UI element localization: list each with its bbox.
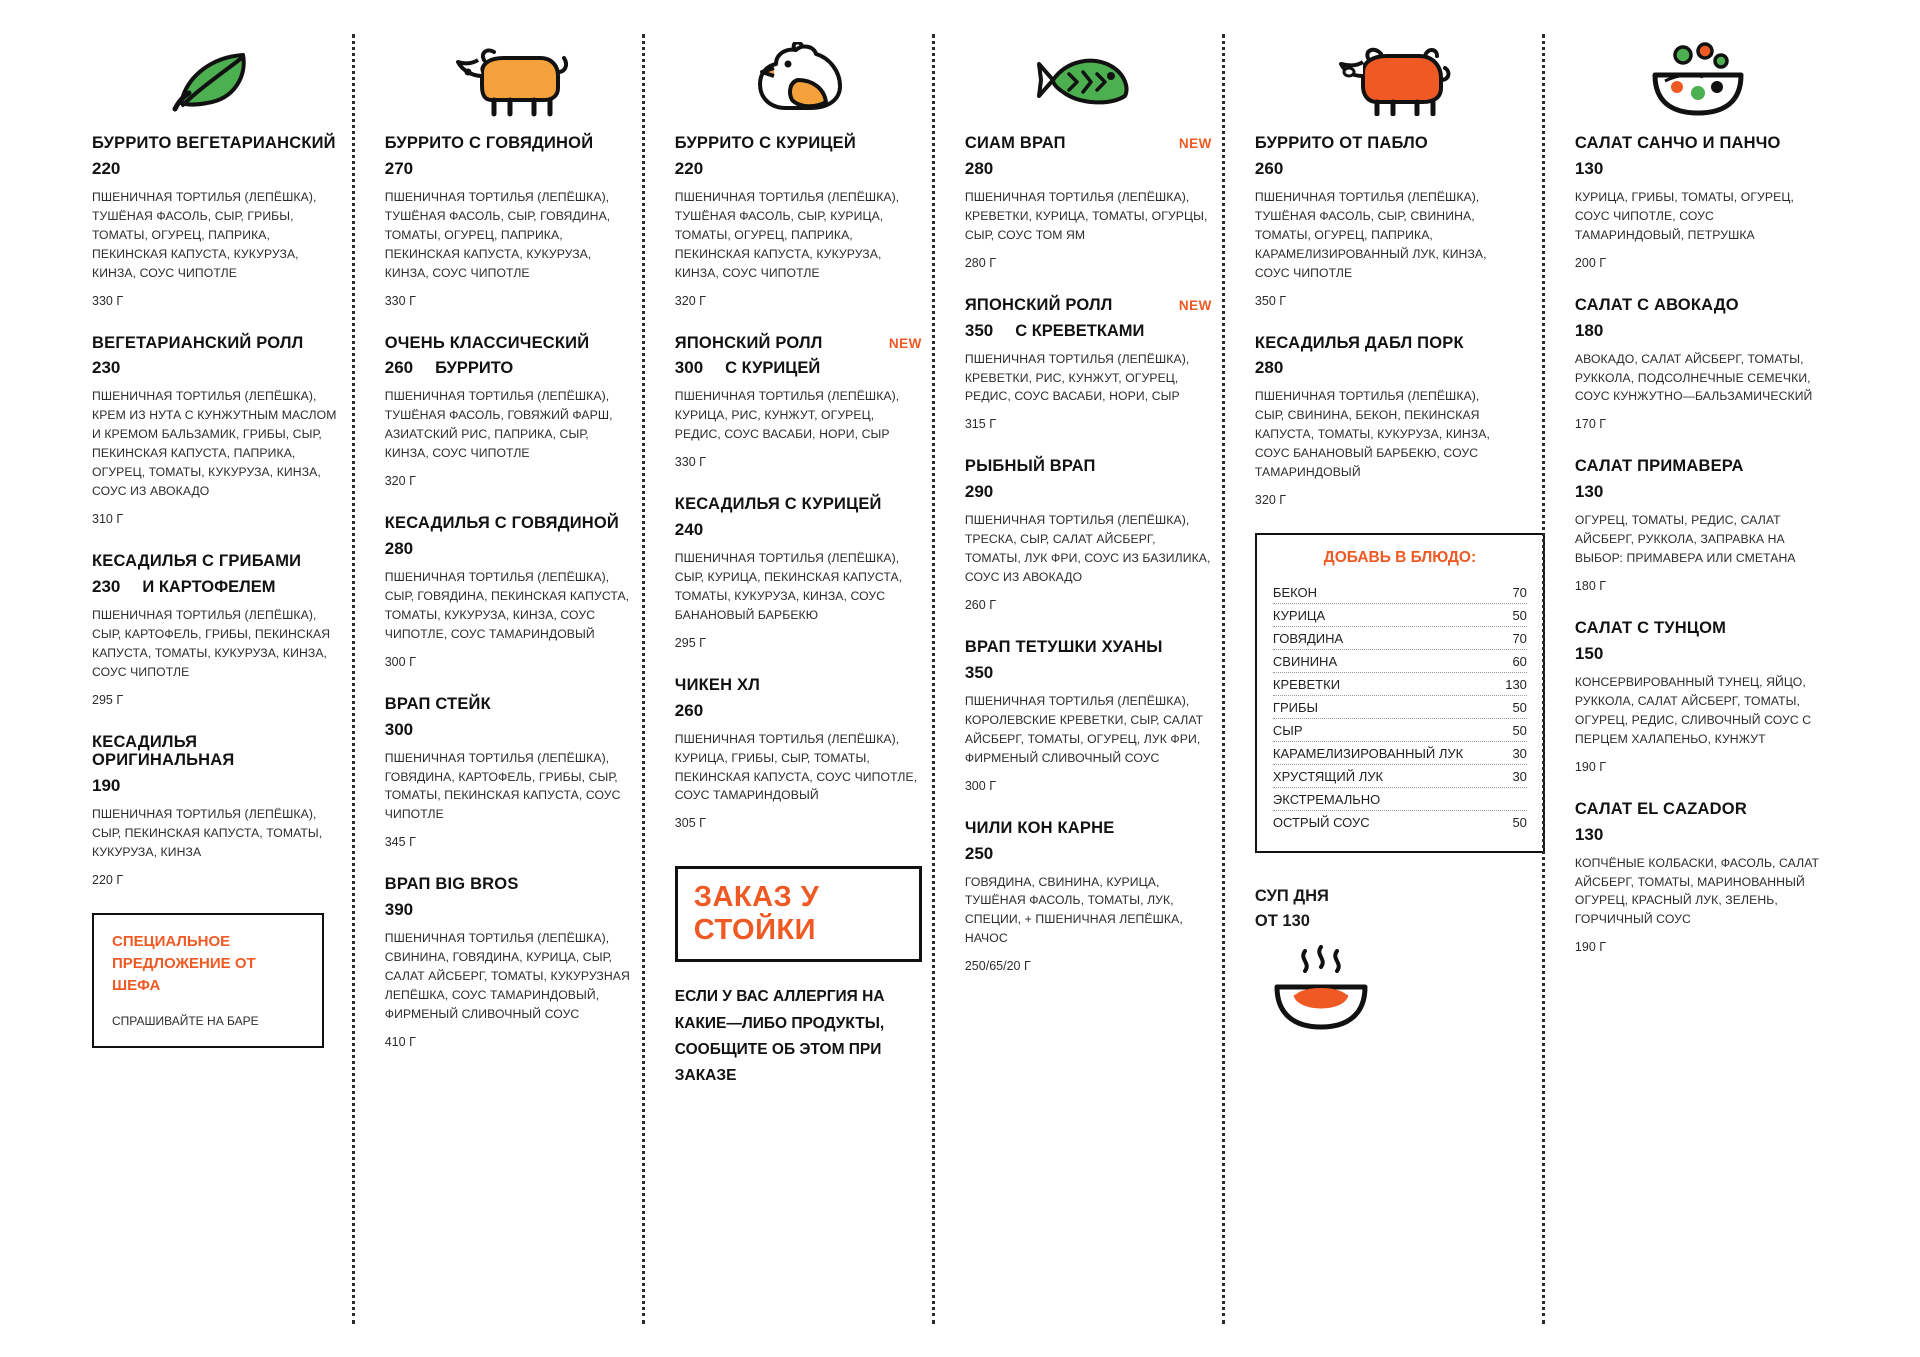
item-price: 350 — [964, 662, 994, 682]
item-description: ПШЕНИЧНАЯ ТОРТИЛЬЯ (ЛЕПЁШКА), ТУШЁНАЯ ФАСОЛЬ, СЫР, ГОВЯДИНА, ТОМАТЫ, ОГУРЕЦ, ПАПРИКА, ПЕКИНСКАЯ КАПУСТА, КУКУРУЗА, КИНЗА, СОУС ЧИПОТЛЕ — [384, 189, 611, 280]
cow-icon — [385, 34, 632, 126]
new-badge: NEW — [1178, 136, 1212, 151]
item-title: ЧИКЕН ХЛ — [674, 675, 761, 694]
item-description: ГОВЯДИНА, СВИНИНА, КУРИЦА, ТУШЁНАЯ ФАСОЛЬ, ТОМАТЫ, ЛУК, СПЕЦИИ, + ПШЕНИЧНАЯ ЛЕПЁШКА, НАЧОС — [964, 874, 1183, 946]
item-price: 180 — [1574, 320, 1604, 340]
menu-column-fish — [932, 34, 1222, 1324]
item-weight: 410 Г — [384, 1034, 416, 1049]
item-title: САЛАТ С АВОКАДО — [1574, 295, 1739, 314]
item-description: ПШЕНИЧНАЯ ТОРТИЛЬЯ (ЛЕПЁШКА), КУРИЦА, РИС, КУНЖУТ, ОГУРЕЦ, РЕДИС, СОУС ВАСАБИ, НОРИ, СЫР — [674, 389, 900, 442]
item-title: КЕСАДИЛЬЯ С ГРИБАМИ — [92, 551, 302, 570]
item-price: 250 — [964, 843, 994, 863]
item-description: ПШЕНИЧНАЯ ТОРТИЛЬЯ (ЛЕПЁШКА), ТУШЁНАЯ ФАСОЛЬ, ГОВЯЖИЙ ФАРШ, АЗИАТСКИЙ РИС, ПАПРИКА, СЫР, КИНЗА, СОУС ЧИПОТЛЕ — [384, 389, 613, 461]
new-badge: NEW — [1178, 297, 1212, 313]
item-price: 270 — [384, 158, 414, 178]
item-weight: 320 Г — [384, 474, 416, 489]
item-title: ВРАП BIG BROS — [384, 875, 519, 894]
addon-price: 50 — [1512, 814, 1527, 830]
item-weight: 315 Г — [964, 417, 996, 432]
item-description: ПШЕНИЧНАЯ ТОРТИЛЬЯ (ЛЕПЁШКА), СЫР, ПЕКИНСКАЯ КАПУСТА, ТОМАТЫ, КУКУРУЗА, КИНЗА — [92, 807, 323, 860]
item-description: ПШЕНИЧНАЯ ТОРТИЛЬЯ (ЛЕПЁШКА), СВИНИНА, ГОВЯДИНА, КУРИЦА, СЫР, САЛАТ АЙСБЕРГ, ТОМАТЫ, КУКУРУЗНАЯ ЛЕПЁШКА, СОУС ТАМАРИНДОВЫЙ, ФИРМЕНЫЙ СЛИВОЧНЫЙ СОУС — [384, 931, 630, 1021]
item-title: ЯПОНСКИЙ РОЛЛ — [674, 333, 823, 352]
addon-price: 30 — [1512, 745, 1527, 761]
item-description: ПШЕНИЧНАЯ ТОРТИЛЬЯ (ЛЕПЁШКА), СЫР, ГОВЯДИНА, ПЕКИНСКАЯ КАПУСТА, ТОМАТЫ, КУКУРУЗА, КИНЗА, СОУС ЧИПОТЛЕ, СОУС ТАМАРИНДОВЫЙ — [384, 570, 630, 641]
item-price: 260 — [384, 358, 414, 378]
pig-icon — [1255, 34, 1532, 126]
item-price: 220 — [674, 158, 704, 178]
menu-item[interactable] — [675, 495, 922, 650]
menu-item[interactable] — [965, 134, 1212, 270]
item-description: КОНСЕРВИРОВАННЫЙ ТУНЕЦ, ЯЙЦО, РУККОЛА, САЛАТ АЙСБЕРГ, ТОМАТЫ, ОГУРЕЦ, РЕДИС, СЛИВОЧНЫЙ СОУС С ПЕРЦЕМ ХАЛАПЕНЬО, КУНЖУТ — [1574, 675, 1812, 746]
item-price: 290 — [964, 482, 994, 502]
addon-price: 50 — [1512, 607, 1527, 623]
addon-row[interactable] — [1273, 604, 1527, 627]
addon-name: КРЕВЕТКИ — [1272, 676, 1341, 692]
menu-item[interactable] — [385, 334, 632, 489]
item-weight: 220 Г — [92, 873, 124, 888]
addon-name: КУРИЦА — [1272, 607, 1326, 623]
item-title: САЛАТ EL CAZADOR — [1574, 799, 1747, 818]
item-price: 220 — [92, 158, 121, 178]
special-offer-box — [92, 913, 324, 1048]
menu-item[interactable] — [675, 334, 922, 470]
special-offer-title: СПЕЦИАЛЬНОЕ ПРЕДЛОЖЕНИЕ ОТ ШЕФА — [112, 933, 256, 994]
item-title-second-line: С КРЕВЕТКАМИ — [1015, 321, 1145, 340]
item-weight: 330 Г — [674, 455, 706, 470]
item-description: ПШЕНИЧНАЯ ТОРТИЛЬЯ (ЛЕПЁШКА), ТУШЁНАЯ ФАСОЛЬ, СЫР, СВИНИНА, ТОМАТЫ, ОГУРЕЦ, ПАПРИКА, КАРАМЕЛИЗИРОВАННЫЙ ЛУК, КИНЗА, СОУС ЧИПОТЛЕ — [1254, 189, 1487, 280]
menu-item[interactable] — [385, 134, 632, 308]
item-title: ВЕГЕТАРИАНСКИЙ РОЛЛ — [92, 333, 304, 352]
item-title: КЕСАДИЛЬЯ ДАБЛ ПОРК — [1254, 333, 1464, 352]
addons-box — [1255, 533, 1545, 853]
addon-name: КАРАМЕЛИЗИРОВАННЫЙ ЛУК — [1272, 745, 1464, 761]
item-weight: 280 Г — [964, 255, 996, 270]
menu-column-salads — [1542, 34, 1832, 1324]
leaf-icon — [92, 34, 342, 126]
item-price: 130 — [1574, 482, 1604, 502]
item-weight: 310 Г — [92, 511, 124, 526]
item-title: ЯПОНСКИЙ РОЛЛ — [964, 295, 1113, 314]
item-weight: 180 Г — [1574, 579, 1607, 594]
item-weight: 170 Г — [1574, 417, 1607, 432]
item-price: 230 — [92, 358, 121, 378]
item-weight: 190 Г — [1574, 759, 1607, 774]
item-price: 190 — [92, 776, 121, 796]
item-weight: 250/65/20 Г — [964, 959, 1031, 974]
menu-column-beef — [352, 34, 642, 1324]
menu-item[interactable] — [965, 457, 1212, 612]
item-weight: 330 Г — [384, 293, 416, 308]
item-weight: 190 Г — [1574, 940, 1607, 955]
menu-item[interactable] — [385, 875, 632, 1049]
item-description: ПШЕНИЧНАЯ ТОРТИЛЬЯ (ЛЕПЁШКА), КРЕМ ИЗ НУТА С КУНЖУТНЫМ МАСЛОМ И КРЕМОМ БАЛЬЗАМИК, ГРИБЫ, СЫР, ПЕКИНСКАЯ КАПУСТА, ПАПРИКА, ОГУРЕЦ, ТОМАТЫ, КУКУРУЗА, КИНЗА, СОУС ИЗ АВОКАДО — [92, 389, 337, 498]
item-description: ПШЕНИЧНАЯ ТОРТИЛЬЯ (ЛЕПЁШКА), ТУШЁНАЯ ФАСОЛЬ, СЫР, ГРИБЫ, ТОМАТЫ, ОГУРЕЦ, ПАПРИКА, ПЕКИНСКАЯ КАПУСТА, КУКУРУЗА, КИНЗА, СОУС ЧИПОТЛЕ — [92, 189, 317, 280]
addon-price: 60 — [1512, 653, 1527, 669]
allergy-note: ЕСЛИ У ВАС АЛЛЕРГИЯ НА КАКИЕ—ЛИБО ПРОДУКТЫ, СООБЩИТЕ ОБ ЭТОМ ПРИ ЗАКАЗЕ — [674, 988, 885, 1085]
item-weight: 330 Г — [92, 293, 124, 308]
new-badge: NEW — [888, 335, 922, 351]
item-price: 280 — [964, 158, 994, 178]
menu-item[interactable] — [92, 733, 342, 888]
item-price: 150 — [1574, 644, 1604, 664]
item-title-second-line: С КУРИЦЕЙ — [725, 359, 821, 378]
menu-item[interactable] — [1575, 296, 1822, 432]
menu-item[interactable] — [1255, 334, 1532, 508]
item-title: БУРРИТО ВЕГЕТАРИАНСКИЙ — [92, 134, 336, 152]
item-description: КОПЧЁНЫЕ КОЛБАСКИ, ФАСОЛЬ, САЛАТ АЙСБЕРГ, ТОМАТЫ, МАРИНОВАННЫЙ ОГУРЕЦ, КРАСНЫЙ ЛУК, ЗЕЛЕНЬ, ГОРЧИЧНЫЙ СОУС — [1574, 855, 1820, 927]
item-description: ОГУРЕЦ, ТОМАТЫ, РЕДИС, САЛАТ АЙСБЕРГ, РУККОЛА, ЗАПРАВКА НА ВЫБОР: ПРИМАВЕРА ИЛИ СМЕТАНА — [1574, 513, 1796, 566]
item-price: 240 — [674, 520, 704, 540]
item-title: КЕСАДИЛЬЯ С ГОВЯДИНОЙ — [384, 514, 619, 533]
menu-item[interactable] — [385, 695, 632, 850]
menu-item[interactable] — [92, 552, 342, 707]
item-description: ПШЕНИЧНАЯ ТОРТИЛЬЯ (ЛЕПЁШКА), СЫР, СВИНИНА, БЕКОН, ПЕКИНСКАЯ КАПУСТА, ТОМАТЫ, КУКУРУЗА, КИНЗА, СОУС БАНАНОВЫЙ БАРБЕКЮ, СОУС ТАМАРИНДОВЫЙ — [1254, 389, 1490, 480]
addon-row[interactable] — [1273, 719, 1527, 742]
item-title: БУРРИТО ОТ ПАБЛО — [1254, 134, 1428, 152]
soup-title: СУП ДНЯ — [1254, 887, 1329, 905]
addon-name: СЫР — [1272, 722, 1303, 738]
item-description: КУРИЦА, ГРИБЫ, ТОМАТЫ, ОГУРЕЦ, СОУС ЧИПОТЛЕ, СОУС ТАМАРИНДОВЫЙ, ПЕТРУШКА — [1574, 189, 1794, 242]
menu-item[interactable] — [1575, 134, 1822, 270]
item-title: БУРРИТО С ГОВЯДИНОЙ — [384, 134, 594, 152]
item-price: 230 — [92, 576, 121, 596]
addon-row[interactable] — [1273, 627, 1527, 650]
item-description: ПШЕНИЧНАЯ ТОРТИЛЬЯ (ЛЕПЁШКА), СЫР, КАРТОФЕЛЬ, ГРИБЫ, ПЕКИНСКАЯ КАПУСТА, ТОМАТЫ, КУКУРУЗА, КИНЗА, СОУС ЧИПОТЛЕ — [92, 607, 331, 679]
salad-bowl-icon — [1575, 34, 1822, 126]
menu-item[interactable] — [965, 296, 1212, 432]
item-description: ПШЕНИЧНАЯ ТОРТИЛЬЯ (ЛЕПЁШКА), КРЕВЕТКИ, РИС, КУНЖУТ, ОГУРЕЦ, РЕДИС, СОУС ВАСАБИ, НОРИ, СЫР — [964, 351, 1190, 404]
item-weight: 295 Г — [92, 692, 124, 707]
item-title-second-line: И КАРТОФЕЛЕМ — [142, 577, 276, 596]
item-price: 350 — [964, 320, 994, 340]
item-price: 280 — [384, 539, 414, 559]
item-title: КЕСАДИЛЬЯ ОРИГИНАЛЬНАЯ — [92, 732, 235, 770]
item-weight: 295 Г — [674, 635, 706, 650]
item-description: ПШЕНИЧНАЯ ТОРТИЛЬЯ (ЛЕПЁШКА), СЫР, КУРИЦА, ПЕКИНСКАЯ КАПУСТА, ТОМАТЫ, КУКУРУЗА, КИНЗА, СОУС БАНАНОВЫЙ БАРБЕКЮ — [674, 551, 903, 622]
order-at-counter-title: ЗАКАЗ У СТОЙКИ — [693, 881, 820, 947]
addon-name: ЭКСТРЕМАЛЬНО — [1272, 791, 1381, 807]
menu-item[interactable] — [1575, 457, 1822, 593]
addon-price: 50 — [1512, 699, 1527, 715]
item-description: ПШЕНИЧНАЯ ТОРТИЛЬЯ (ЛЕПЁШКА), КОРОЛЕВСКИЕ КРЕВЕТКИ, СЫР, САЛАТ АЙСБЕРГ, ТОМАТЫ, ОГУРЕЦ, ЛУК ФРИ, ФИРМЕНЫЙ СЛИВОЧНЫЙ СОУС — [964, 693, 1204, 765]
item-price: 280 — [1254, 358, 1284, 378]
addon-row[interactable] — [1273, 581, 1527, 604]
addon-price: 70 — [1512, 630, 1527, 646]
menu-item[interactable] — [385, 514, 632, 669]
item-title: САЛАТ С ТУНЦОМ — [1574, 619, 1727, 638]
item-description: ПШЕНИЧНАЯ ТОРТИЛЬЯ (ЛЕПЁШКА), ГОВЯДИНА, КАРТОФЕЛЬ, ГРИБЫ, СЫР, ТОМАТЫ, ПЕКИНСКАЯ КАПУСТА, СОУС ЧИПОТЛЕ — [384, 750, 621, 822]
menu-item[interactable] — [965, 638, 1212, 793]
addon-row[interactable] — [1273, 742, 1527, 765]
addon-name: ГОВЯДИНА — [1272, 630, 1344, 646]
addon-price: 50 — [1512, 722, 1527, 738]
addon-row[interactable] — [1273, 650, 1527, 673]
item-weight: 300 Г — [964, 778, 996, 793]
item-title: САЛАТ САНЧО И ПАНЧО — [1574, 134, 1781, 152]
chicken-icon — [675, 34, 922, 126]
addon-price: 70 — [1512, 584, 1527, 600]
menu-item[interactable] — [675, 676, 922, 831]
addon-name: ХРУСТЯЩИЙ ЛУК — [1272, 768, 1384, 784]
soup-bowl-icon — [1255, 945, 1532, 1042]
item-price: 390 — [384, 900, 414, 920]
item-weight: 305 Г — [674, 816, 706, 831]
item-weight: 200 Г — [1574, 255, 1607, 270]
item-description: ПШЕНИЧНАЯ ТОРТИЛЬЯ (ЛЕПЁШКА), ТУШЁНАЯ ФАСОЛЬ, СЫР, КУРИЦА, ТОМАТЫ, ОГУРЕЦ, ПАПРИКА, ПЕКИНСКАЯ КАПУСТА, КУКУРУЗА, КИНЗА, СОУС ЧИПОТЛЕ — [674, 189, 900, 280]
menu-item[interactable] — [92, 134, 342, 308]
item-weight: 350 Г — [1254, 293, 1287, 308]
item-title: ОЧЕНЬ КЛАССИЧЕСКИЙ — [384, 333, 590, 352]
item-title: РЫБНЫЙ ВРАП — [964, 457, 1096, 476]
fish-icon — [965, 34, 1212, 126]
addon-name: ОСТРЫЙ СОУС — [1272, 814, 1370, 830]
addon-row[interactable] — [1273, 673, 1527, 696]
item-title: БУРРИТО С КУРИЦЕЙ — [674, 134, 856, 152]
menu-item[interactable] — [92, 334, 342, 526]
addon-row[interactable] — [1273, 765, 1527, 788]
addon-name: БЕКОН — [1272, 584, 1318, 600]
item-title: СИАМ ВРАП — [964, 134, 1066, 152]
menu-column-vegetarian — [92, 34, 352, 1324]
addons-title: ДОБАВЬ В БЛЮДО: — [1323, 549, 1477, 566]
order-at-counter-box — [675, 866, 922, 962]
soup-price: ОТ 130 — [1254, 912, 1310, 930]
menu-item[interactable] — [1575, 800, 1822, 955]
item-price: 260 — [674, 700, 704, 720]
addon-price: 130 — [1505, 676, 1527, 692]
soup-of-the-day[interactable] — [1255, 887, 1532, 1042]
menu-column-pork — [1222, 34, 1542, 1324]
item-title: ВРАП СТЕЙК — [384, 694, 491, 713]
item-title: ЧИЛИ КОН КАРНЕ — [964, 818, 1115, 837]
item-title: САЛАТ ПРИМАВЕРА — [1574, 457, 1744, 476]
addon-price: 30 — [1512, 768, 1527, 784]
item-title: ВРАП ТЕТУШКИ ХУАНЫ — [964, 637, 1163, 656]
addon-name: ГРИБЫ — [1272, 699, 1319, 715]
addon-row[interactable] — [1273, 811, 1527, 833]
special-offer-subtitle: СПРАШИВАЙТЕ НА БАРЕ — [112, 1014, 259, 1029]
menu-item[interactable] — [1255, 134, 1532, 308]
item-price: 260 — [1254, 158, 1284, 178]
item-price: 130 — [1574, 824, 1604, 844]
item-description: АВОКАДО, САЛАТ АЙСБЕРГ, ТОМАТЫ, РУККОЛА, ПОДСОЛНЕЧНЫЕ СЕМЕЧКИ, СОУС КУНЖУТНО—БАЛЬЗАМИЧЕСКИЙ — [1574, 351, 1813, 404]
item-title-second-line: БУРРИТО — [435, 359, 514, 378]
menu-item[interactable] — [965, 819, 1212, 974]
item-title: КЕСАДИЛЬЯ С КУРИЦЕЙ — [674, 495, 882, 514]
item-weight: 300 Г — [384, 654, 416, 669]
item-description: ПШЕНИЧНАЯ ТОРТИЛЬЯ (ЛЕПЁШКА), КРЕВЕТКИ, КУРИЦА, ТОМАТЫ, ОГУРЦЫ, СЫР, СОУС ТОМ ЯМ — [964, 189, 1208, 242]
item-price: 130 — [1574, 158, 1604, 178]
menu-columns — [92, 34, 1832, 1324]
menu-item[interactable] — [1575, 619, 1822, 774]
item-price: 300 — [674, 358, 704, 378]
addon-name: СВИНИНА — [1272, 653, 1338, 669]
item-weight: 345 Г — [384, 835, 416, 850]
item-weight: 320 Г — [674, 293, 706, 308]
item-weight: 260 Г — [964, 597, 996, 612]
addon-row[interactable] — [1273, 788, 1527, 811]
menu-column-chicken — [642, 34, 932, 1324]
item-description: ПШЕНИЧНАЯ ТОРТИЛЬЯ (ЛЕПЁШКА), ТРЕСКА, СЫР, САЛАТ АЙСБЕРГ, ТОМАТЫ, ЛУК ФРИ, СОУС ИЗ БАЗИЛИКА, СОУС ИЗ АВОКАДО — [964, 513, 1211, 585]
item-weight: 320 Г — [1254, 493, 1287, 507]
item-description: ПШЕНИЧНАЯ ТОРТИЛЬЯ (ЛЕПЁШКА), КУРИЦА, ГРИБЫ, СЫР, ТОМАТЫ, ПЕКИНСКАЯ КАПУСТА, СОУС ЧИПОТЛЕ, СОУС ТАМАРИНДОВЫЙ — [674, 731, 918, 803]
menu-item[interactable] — [675, 134, 922, 308]
item-price: 300 — [384, 719, 414, 739]
addon-row[interactable] — [1273, 696, 1527, 719]
